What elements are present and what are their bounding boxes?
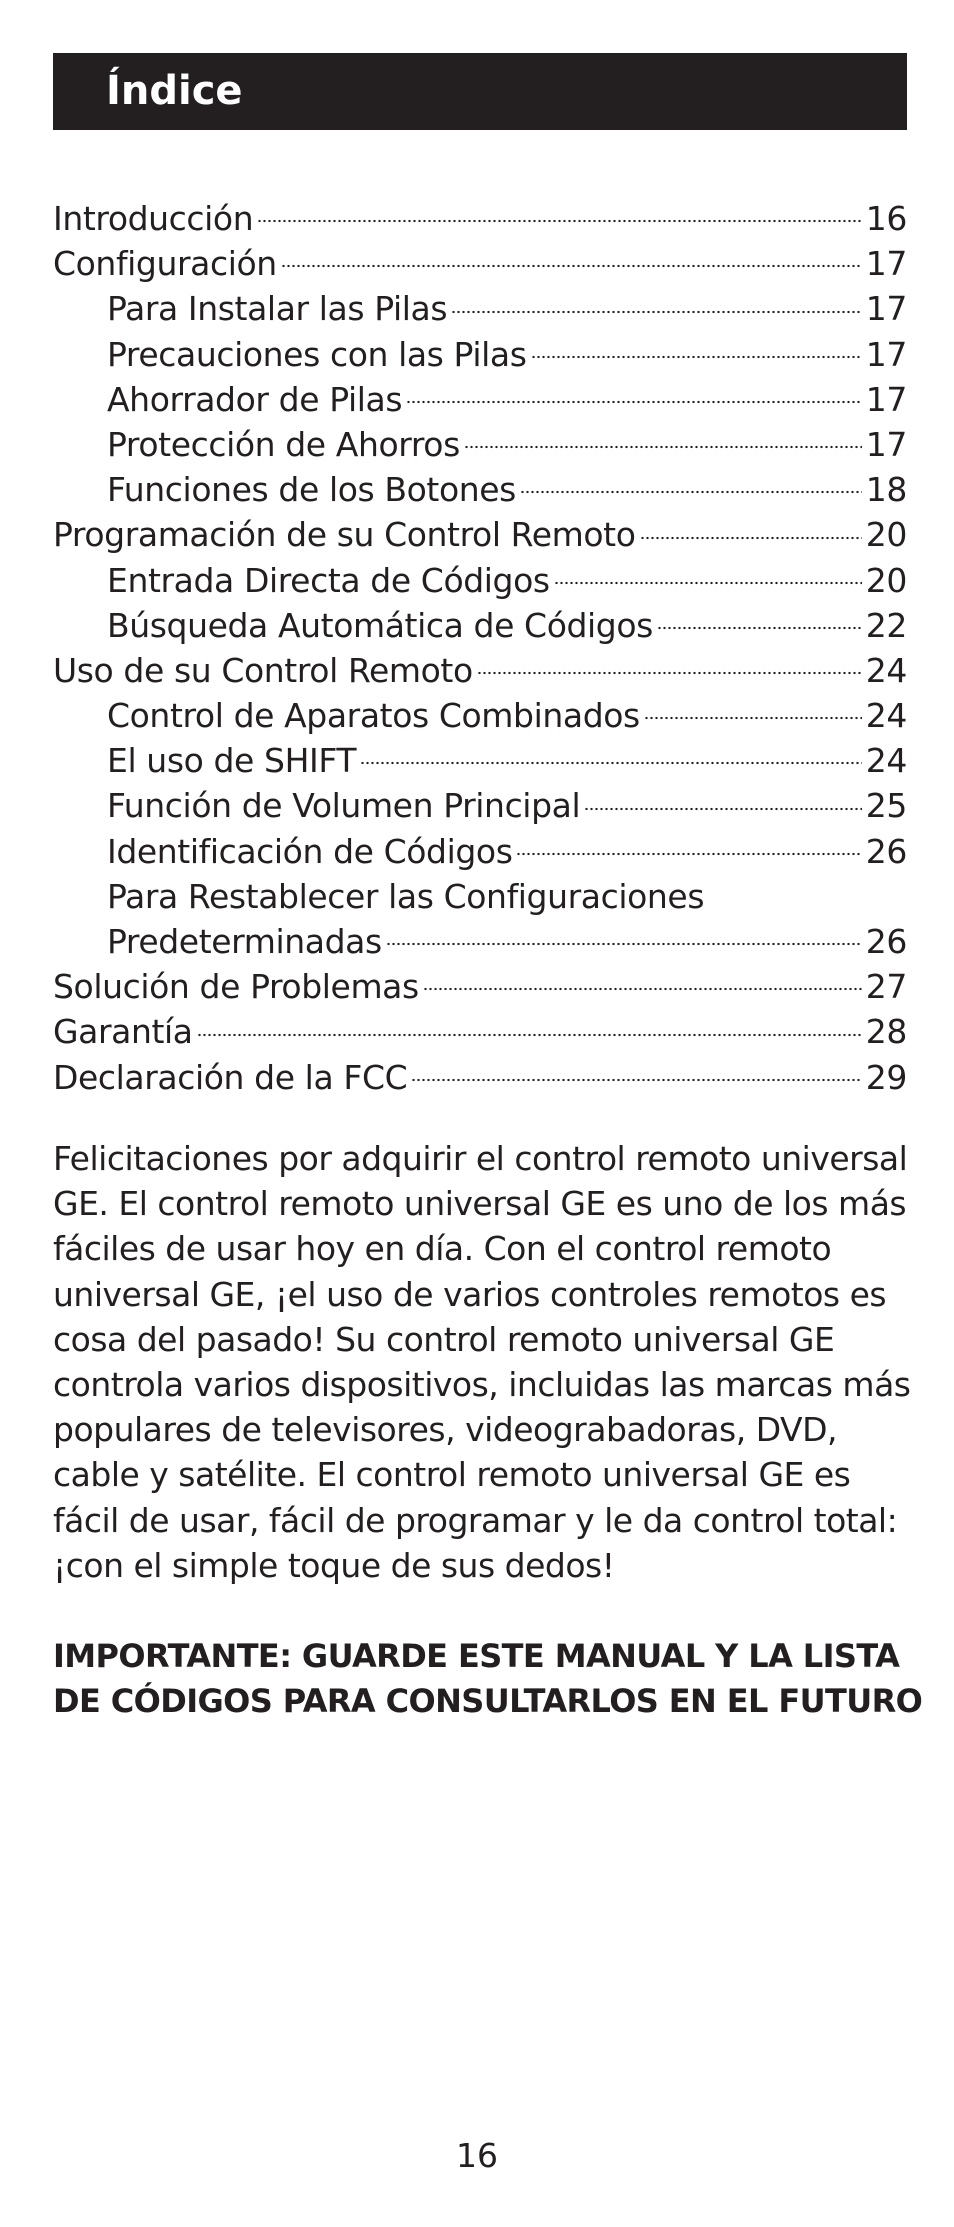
toc-dot-leader — [257, 219, 862, 229]
toc-entry — [53, 467, 907, 512]
toc-entry — [53, 1055, 907, 1100]
toc-dot-leader — [477, 671, 862, 681]
toc-entry-label: Uso de su Control Remoto — [53, 650, 473, 690]
toc-entry-label: Funciones de los Botones — [107, 470, 516, 510]
important-notice: IMPORTANTE: GUARDE ESTE MANUAL Y LA LISTA DE CÓDIGOS PARA CONSULTARLOS EN EL FUTURO — [53, 1637, 923, 1720]
toc-entry — [53, 512, 907, 557]
section-title: Índice — [106, 68, 243, 114]
toc-entry-label: Garantía — [53, 1012, 193, 1052]
toc-entry-label: Precauciones con las Pilas — [107, 334, 527, 374]
toc-entry-page: 28 — [865, 1012, 907, 1052]
toc-entry-label: Búsqueda Automática de Códigos — [107, 605, 653, 645]
toc-entry-label: Identificación de Códigos — [107, 831, 513, 871]
toc-entry-label: Para Instalar las Pilas — [107, 289, 448, 329]
toc-entry-page: 24 — [865, 650, 907, 690]
toc-entry-page: 20 — [865, 560, 907, 600]
toc-entry — [53, 603, 907, 648]
toc-entry — [53, 196, 907, 241]
table-of-contents — [53, 196, 907, 1100]
toc-entry-label: Solución de Problemas — [53, 967, 419, 1007]
toc-entry — [53, 783, 907, 828]
toc-entry-label: Programación de su Control Remoto — [53, 515, 636, 555]
toc-entry — [53, 829, 907, 874]
toc-entry-page: 22 — [865, 605, 907, 645]
toc-dot-leader — [584, 807, 862, 817]
section-header — [53, 53, 907, 130]
toc-dot-leader — [423, 987, 862, 997]
toc-dot-leader — [657, 626, 862, 636]
toc-entry-label: Ahorrador de Pilas — [107, 379, 403, 419]
toc-entry — [53, 1009, 907, 1054]
toc-entry-label: Predeterminadas — [107, 922, 382, 961]
toc-dot-leader — [554, 581, 862, 591]
toc-entry-page: 17 — [865, 334, 907, 374]
toc-dot-leader — [451, 310, 862, 320]
toc-entry-page: 24 — [865, 741, 907, 781]
toc-dot-leader — [281, 264, 862, 274]
toc-entry-label: Control de Aparatos Combinados — [107, 696, 640, 736]
toc-entry — [53, 377, 907, 422]
toc-dot-leader — [411, 1078, 862, 1088]
toc-entry-page: 25 — [865, 786, 907, 826]
toc-entry-label: Función de Volumen Principal — [107, 786, 581, 826]
toc-dot-leader — [640, 536, 862, 546]
toc-entry-label: El uso de SHIFT — [107, 741, 357, 781]
toc-entry-page: 17 — [865, 424, 907, 464]
toc-entry-page: 17 — [865, 244, 907, 284]
toc-dot-leader — [644, 716, 862, 726]
toc-entry-label: Protección de Ahorros — [107, 424, 460, 464]
toc-entry — [53, 964, 907, 1009]
toc-entry — [53, 558, 907, 603]
toc-entry-label: Configuración — [53, 244, 277, 284]
toc-entry-page: 26 — [865, 922, 907, 961]
toc-dot-leader — [386, 942, 862, 952]
toc-entry-label: Entrada Directa de Códigos — [107, 560, 550, 600]
toc-entry-label: Introducción — [53, 199, 254, 238]
toc-dot-leader — [406, 400, 862, 410]
toc-entry-page: 17 — [865, 289, 907, 329]
page-number: 16 — [456, 2136, 498, 2175]
toc-entry-page: 29 — [865, 1057, 907, 1097]
toc-entry-label: Para Restablecer las Configuraciones — [107, 876, 705, 916]
toc-entry — [53, 648, 907, 693]
toc-dot-leader — [516, 852, 861, 862]
toc-dot-leader — [520, 490, 862, 500]
intro-paragraph: Felicitaciones por adquirir el control remoto universal GE. El control remoto universal GE es uno de los más fáciles de usar hoy en día. Con el control remoto universal GE, ¡el uso de varios controles remotos es cosa del pasado! Su control remoto universal GE controla varios dispositivos, incluidas las marcas más populares de televisores, videograbadoras, DVD, cable y satélite. El control remoto universal GE es fácil de usar, fácil de programar y le da control total: ¡con el simple toque de sus dedos! — [53, 1139, 911, 1585]
toc-entry-label: Declaración de la FCC — [53, 1057, 408, 1097]
toc-entry-page: 24 — [865, 696, 907, 736]
toc-entry — [53, 738, 907, 783]
toc-entry-page: 27 — [865, 967, 907, 1007]
toc-dot-leader — [360, 761, 862, 771]
toc-entry-page: 20 — [865, 515, 907, 555]
toc-entry — [53, 332, 907, 377]
toc-dot-leader — [464, 445, 862, 455]
toc-entry — [53, 693, 907, 738]
toc-entry — [53, 874, 907, 919]
toc-entry — [53, 286, 907, 331]
toc-entry — [53, 241, 907, 286]
toc-entry-page: 17 — [865, 379, 907, 419]
toc-entry — [53, 422, 907, 467]
toc-entry-page: 26 — [865, 831, 907, 871]
toc-dot-leader — [531, 355, 862, 365]
toc-entry-page: 18 — [865, 470, 907, 510]
toc-entry-page: 16 — [865, 199, 907, 238]
toc-dot-leader — [197, 1033, 862, 1043]
toc-entry — [53, 919, 907, 964]
